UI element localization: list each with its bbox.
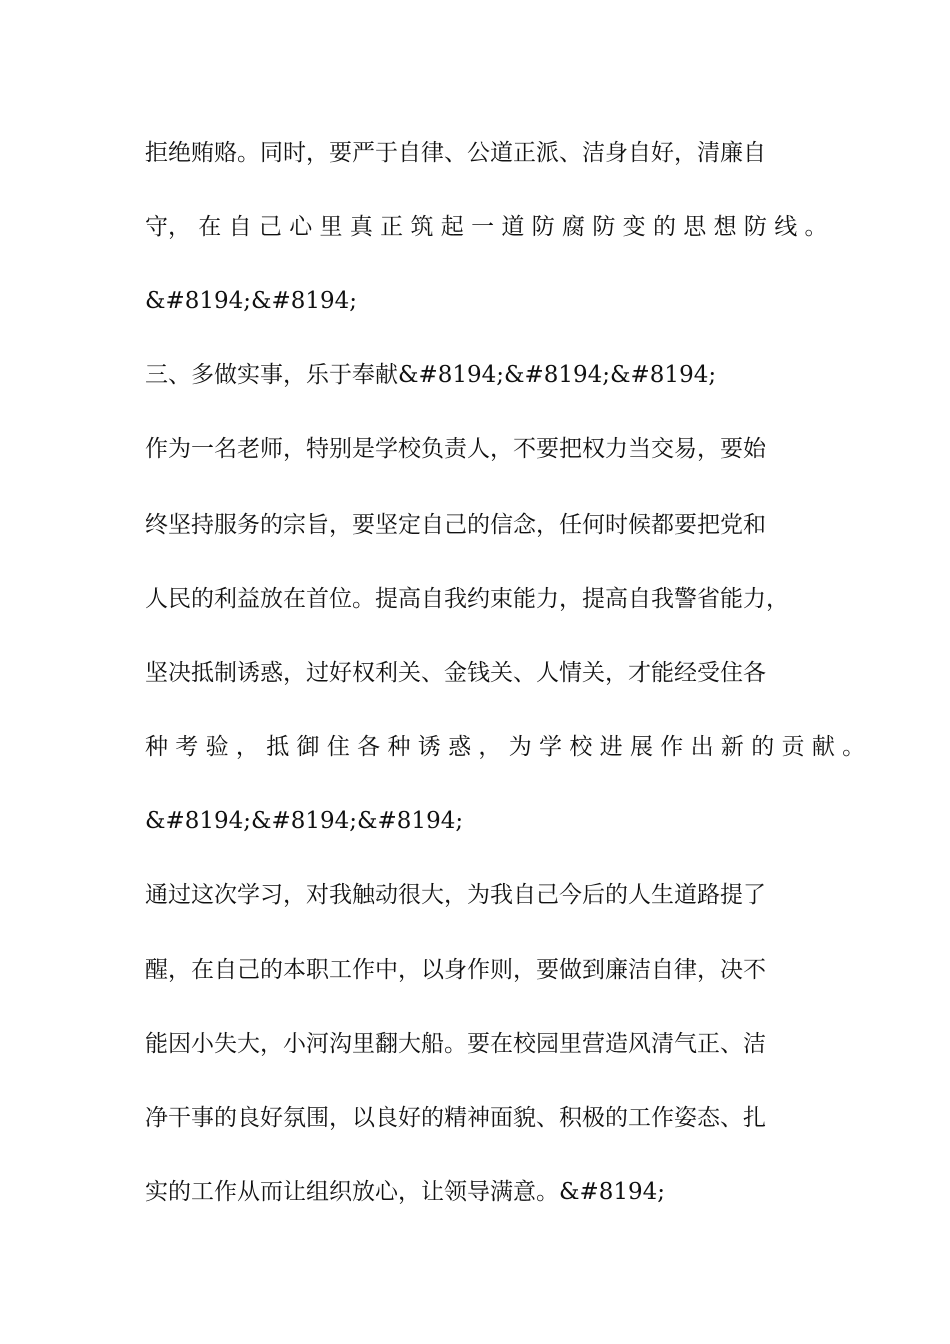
section-heading: 三、多做实事，乐于奉献&#8194;&#8194;&#8194;: [145, 362, 717, 388]
text-line: 坚决抵制诱惑，过好权利关、金钱关、人情关，才能经受住各: [145, 660, 766, 686]
text-line: 拒绝贿赂。同时，要严于自律、公道正派、洁身自好，清廉自: [145, 140, 766, 166]
text-line: 实的工作从而让组织放心，让领导满意。&#8194;: [145, 1179, 666, 1205]
text-line: 种 考 验 ， 抵 御 住 各 种 诱 惑 ， 为 学 校 进 展 作 出 新 的 贡 献 。: [145, 734, 866, 760]
text-line: 醒，在自己的本职工作中，以身作则，要做到廉洁自律，决不: [145, 957, 766, 983]
text-line: 人民的利益放在首位。提高自我约束能力，提高自我警省能力，: [145, 586, 789, 612]
text-line: 通过这次学习，对我触动很大，为我自己今后的人生道路提了: [145, 882, 766, 908]
text-line: 终坚持服务的宗旨，要坚定自己的信念，任何时候都要把党和: [145, 512, 766, 538]
text-line: 守， 在 自 己 心 里 真 正 筑 起 一 道 防 腐 防 变 的 思 想 防 线 。: [145, 214, 828, 240]
text-line: 作为一名老师，特别是学校负责人，不要把权力当交易，要始: [145, 436, 766, 462]
text-line: &#8194;&#8194;: [145, 288, 358, 314]
text-line: 能因小失大，小河沟里翻大船。要在校园里营造风清气正、洁: [145, 1031, 766, 1057]
text-line: &#8194;&#8194;&#8194;: [145, 808, 464, 834]
text-line: 净干事的良好氛围，以良好的精神面貌、积极的工作姿态、扎: [145, 1105, 766, 1131]
